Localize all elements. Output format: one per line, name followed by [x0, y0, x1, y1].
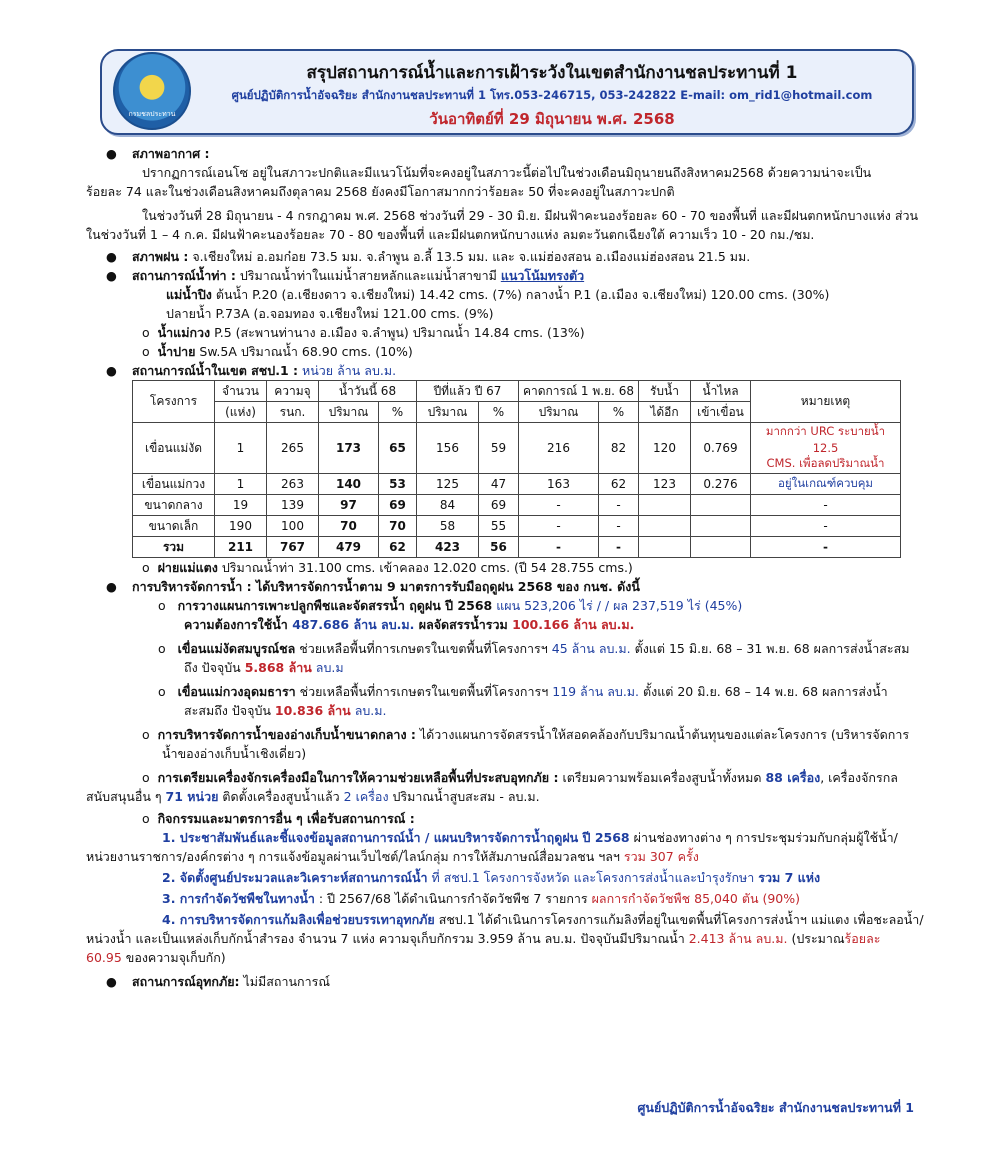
report-body: [86, 144, 924, 991]
report-date: วันอาทิตย์ที่ 29 มิถุนายน พ.ศ. 2568: [429, 110, 675, 128]
activity-4: 4. การบริหารจัดการแก้มลิงเพื่อช่วยบรรเทาอุทกภัย สชป.1 ได้ดำเนินการโครงการแก้มลิงที่อยู่ในเขตพื้นที่โครงการส่งน้ำฯ แม่แตง เพื่อชะลอน้ำ/: [162, 912, 924, 927]
weather-p1a: ปรากฏการณ์เอนโซ อยู่ในสภาวะปกติและมีแนวโน้มที่จะคงอยู่ในสภาวะนี้ต่อไปในช่วงเดือนมิถุนายนถึงสิงหาคม2568 ด้วยความน่าจะเป็น: [142, 165, 872, 180]
weather-p1b: ร้อยละ 74 และในช่วงเดือนสิงหาคมถึงตุลาคม 2568 ยังคงมีโอกาสมากกว่าร้อยละ 50 ที่จะคงอยู่ในสภาวะปกติ: [86, 184, 675, 199]
need-line: ความต้องการใช้น้ำ 487.686 ล้าน ลบ.ม. ผลจัดสรรน้ำรวม 100.166 ล้าน ลบ.ม.: [184, 617, 635, 632]
th-count: จำนวน: [215, 381, 267, 402]
activity-1b: หน่วยงานราชการ/องค์กรต่าง ๆ การแจ้งข้อมูลผ่านเว็บไซต์/ไลน์กลุ่ม การให้สัมภาษณ์สื่อมวลชน ฯลฯ รวม 307 ครั้ง: [86, 849, 699, 864]
th-remark: หมายเหตุ: [751, 381, 901, 423]
page-title: สรุปสถานการณ์น้ำและการเฝ้าระวังในเขตสำนักงานชลประทานที่ 1: [306, 63, 798, 83]
ngat-line2: ถึง ปัจจุบัน 5.868 ล้าน ลบ.ม: [184, 660, 344, 675]
ngat-line: o เขื่อนแม่งัดสมบูรณ์ชล ช่วยเหลือพื้นที่การเกษตรในเขตพื้นที่โครงการฯ 45 ล้าน ลบ.ม. ตั้งแต่ 15 มิ.ย. 68 – 31 พ.ย. 68 ผลการส่งน้ำสะสม: [158, 641, 910, 656]
activity-4b: หน่วงน้ำ และเป็นแหล่งเก็บกักน้ำสำรอง จำนวน 7 แห่ง ความจุเก็บกักรวม 3.959 ล้าน ลบ.ม. ปัจจุบันมีปริมาณน้ำ 2.413 ล้าน ลบ.ม. (ประมาณร้อยละ: [86, 931, 881, 946]
medium-line2: น้ำของอ่างเก็บน้ำเชิงเดี่ยว): [162, 746, 307, 761]
activity-2: 2. จัดตั้งศูนย์ประมวลและวิเคราะห์สถานการณ์น้ำ ที่ สชป.1 โครงการจังหวัด และโครงการส่งน้ำและบำรุงรักษา รวม 7 แห่ง: [162, 870, 821, 885]
table-total-row: รวม 211 767 479 62 423 56 - - -: [133, 537, 901, 558]
contact-line: ศูนย์ปฏิบัติการน้ำอัจฉริยะ สำนักงานชลประทานที่ 1 โทร.053-246715, 053-242822 E-mail: om_rid1@hotmail.com: [231, 88, 873, 102]
weir-line: o ฝายแม่แตง ปริมาณน้ำท่า 31.100 cms. เข้าคลอง 12.020 cms. (ปี 54 28.755 cms.): [142, 560, 633, 575]
reservoir-heading: ● สถานการณ์น้ำในเขต สชป.1 : หน่วย ล้าน ลบ.ม.: [106, 363, 397, 378]
runoff-line: ● สถานการณ์น้ำท่า : ปริมาณน้ำท่าในแม่น้ำสายหลักและแม่น้ำสาขามี แนวโน้มทรงตัว: [106, 268, 585, 283]
th-cap: ความจุ: [267, 381, 319, 402]
table-row: เขื่อนแม่งัด 1 265 173 65 156 59 216 82 120 0.769 มากกว่า URC ระบายน้ำ 12.5 CMS. เพื่อลดปริมาณน้ำ: [133, 423, 901, 474]
th-project: โครงการ: [133, 381, 215, 423]
weather-p2a: ในช่วงวันที่ 28 มิถุนายน - 4 กรกฎาคม พ.ศ. 2568 ช่วงวันที่ 29 - 30 มิ.ย. มีฝนฟ้าคะนองร้อยละ 60 - 70 ของพื้นที่ และมีฝนตกหนักบางแห่ง ส่วน: [142, 208, 919, 223]
trend-link: แนวโน้มทรงตัว: [500, 268, 585, 283]
th-forecast: คาดการณ์ 1 พ.ย. 68: [519, 381, 639, 402]
machine-line: o การเตรียมเครื่องจักรเครื่องมือในการให้ความช่วยเหลือพื้นที่ประสบอุทกภัย : เตรียมความพร้อมเครื่องสูบน้ำทั้งหมด 88 เครื่อง, เครื่องจักรกล: [142, 770, 898, 785]
other-heading: o กิจกรรมและมาตรการอื่น ๆ เพื่อรับสถานการณ์ :: [142, 811, 415, 826]
management-heading: ● การบริหารจัดการน้ำ : ได้บริหารจัดการน้ำตาม 9 มาตรการรับมือฤดูฝน 2568 ของ กนช. ดังนี้: [106, 579, 640, 594]
weather-heading: ● สภาพอากาศ :: [106, 146, 210, 161]
th-today: น้ำวันนี้ 68: [319, 381, 417, 402]
ping-line: แม่น้ำปิง ต้นน้ำ P.20 (อ.เชียงดาว จ.เชียงใหม่) 14.42 cms. (7%) กลางน้ำ P.1 (อ.เมือง จ.เชียงใหม่) 120.00 cms. (30%): [166, 287, 830, 302]
table-row: เขื่อนแม่กวง 1 263 140 53 125 47 163 62 123 0.276 อยู่ในเกณฑ์ควบคุม: [133, 474, 901, 495]
th-flow: น้ำไหล: [691, 381, 751, 402]
activity-1: 1. ประชาสัมพันธ์และชี้แจงข้อมูลสถานการณ์น้ำ / แผนบริหารจัดการน้ำฤดูฝน ปี 2568 ผ่านช่องทางต่าง ๆ การประชุมร่วมกับกลุ่มผู้ใช้น้ำ/: [162, 830, 898, 845]
table-header-row2: (แห่ง) รนก. ปริมาณ % ปริมาณ % ปริมาณ % ได้อีก เข้าเขื่อน: [133, 402, 901, 423]
activity-4c: 60.95 ของความจุเก็บกัก): [86, 950, 226, 965]
logo-text: กรมชลประทาน: [128, 110, 176, 118]
activity-3: 3. การกำจัดวัชพืชในทางน้ำ : ปี 2567/68 ได้ดำเนินการกำจัดวัชพืช 7 รายการ ผลการกำจัดวัชพืช 85,040 ตัน (90%): [162, 891, 801, 906]
table-header-row: [133, 381, 901, 402]
kuang-runoff-line: o น้ำแม่กวง P.5 (สะพานท่านาง อ.เมือง จ.ลำพูน) ปริมาณน้ำ 14.84 cms. (13%): [142, 325, 585, 340]
kuang-line: o เขื่อนแม่กวงอุดมธารา ช่วยเหลือพื้นที่การเกษตรในเขตพื้นที่โครงการฯ 119 ล้าน ลบ.ม. ตั้งแต่ 20 มิ.ย. 68 – 14 พ.ย. 68 ผลการส่งน้ำ: [158, 684, 888, 699]
medium-line: o การบริหารจัดการน้ำของอ่างเก็บน้ำขนาดกลาง : ได้วางแผนการจัดสรรน้ำให้สอดคล้องกับปริมาณน้ำต้นทุนของแต่ละโครงการ (บริหารจัดการ: [142, 727, 910, 742]
table-row: ขนาดเล็ก 190 100 70 70 58 55 - - -: [133, 516, 901, 537]
th-last: ปีที่แล้ว ปี 67: [417, 381, 519, 402]
table-row: ขนาดกลาง 19 139 97 69 84 69 - - -: [133, 495, 901, 516]
pai-runoff-line: o น้ำปาย Sw.5A ปริมาณน้ำ 68.90 cms. (10%): [142, 344, 413, 359]
kuang-line2: สะสมถึง ปัจจุบัน 10.836 ล้าน ลบ.ม.: [184, 703, 387, 718]
rid-logo-icon: [113, 52, 191, 130]
weather-p2b: ในช่วงวันที่ 1 – 4 ก.ค. มีฝนฟ้าคะนองร้อยละ 70 - 80 ของพื้นที่ และมีฝนตกหนักบางแห่ง ลมตะวันตกเฉียงใต้ ความเร็ว 10 - 20 กม./ชม.: [86, 227, 815, 242]
plan-line: o การวางแผนการเพาะปลูกพืชและจัดสรรน้ำ ฤดูฝน ปี 2568 แผน 523,206 ไร่ / / ผล 237,519 ไร่ (45%): [158, 598, 743, 613]
flood-line: ● สถานการณ์อุทกภัย: ไม่มีสถานการณ์: [106, 974, 330, 989]
footer-org: ศูนย์ปฏิบัติการน้ำอัจฉริยะ สำนักงานชลประทานที่ 1: [637, 1100, 914, 1115]
machine-line2: สนับสนุนอื่น ๆ 71 หน่วย ติดตั้งเครื่องสูบน้ำแล้ว 2 เครื่อง ปริมาณน้ำสูบสะสม - ลบ.ม.: [86, 789, 540, 804]
reservoir-table: [132, 380, 901, 558]
rain-line: ● สภาพฝน : จ.เชียงใหม่ อ.อมก๋อย 73.5 มม. จ.ลำพูน อ.ลี้ 13.5 มม. และ จ.แม่ฮ่องสอน อ.เมืองแม่ฮ่องสอน 21.5 มม.: [106, 249, 751, 264]
header-banner: [100, 49, 914, 135]
th-inflow: รับน้ำ: [639, 381, 691, 402]
ping-line2: ปลายน้ำ P.73A (อ.จอมทอง จ.เชียงใหม่ 121.00 cms. (9%): [166, 306, 494, 321]
